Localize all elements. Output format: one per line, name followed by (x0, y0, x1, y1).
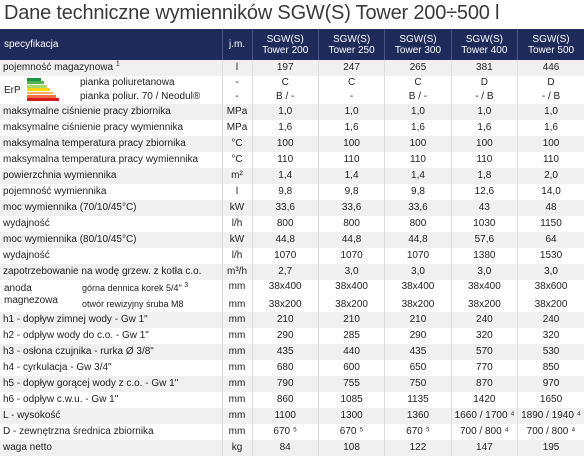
row-value: 381 (451, 60, 517, 76)
row-value: 970 (518, 376, 584, 392)
value-text: 38x200 (335, 299, 368, 310)
row-value: 850 (518, 360, 584, 376)
row-value: 680 (252, 360, 318, 376)
row-label (0, 392, 222, 408)
row-value: 147 (451, 440, 517, 456)
row-value: 800 (318, 216, 384, 232)
row-value: 9,8 (318, 184, 384, 200)
value-text: - (349, 91, 354, 102)
row-value: 100 (252, 136, 318, 152)
row-label (0, 424, 222, 440)
row-label (0, 360, 222, 376)
row-label-text: maksymalne ciśnienie pracy wymiennika (3, 122, 184, 133)
row-value: 84 (252, 440, 318, 456)
row-value: 3,0 (518, 264, 584, 280)
row-value (518, 280, 584, 312)
row-label-text: powierzchnia wymiennika (3, 170, 117, 181)
erp-label-cell (0, 76, 222, 104)
row-value: 1085 (318, 392, 384, 408)
table-row (0, 120, 584, 136)
row-label-text: zapotrzebowanie na wodę grzew. z kotła c.o. (3, 266, 202, 277)
row-value: 110 (318, 152, 384, 168)
row-value: 1530 (518, 248, 584, 264)
row-label-text: L - wysokość (3, 410, 61, 421)
row-value: 1070 (252, 248, 318, 264)
value-text: - / B (475, 91, 494, 102)
row-value: 110 (451, 152, 517, 168)
row-value: 100 (385, 136, 451, 152)
header-model: SGW(S) Tower 250 (318, 29, 384, 60)
table-row (0, 136, 584, 152)
row-label-text: D - zewnętrzna średnica zbiornika (3, 426, 154, 437)
row-unit-text: - (235, 91, 239, 102)
row-unit: MPa (222, 120, 252, 136)
page-title: Dane techniczne wymienników SGW(S) Tower 200÷500 l (4, 2, 500, 24)
row-unit: kg (222, 440, 252, 456)
header-spec: specyfikacja (0, 29, 222, 60)
row-value: 700 / 800 ⁴ (518, 424, 584, 440)
value-text: C (281, 77, 289, 88)
row-unit: mm (222, 424, 252, 440)
row-value: 14,0 (518, 184, 584, 200)
row-label-text: wydajność (3, 218, 50, 229)
table-row (0, 344, 584, 360)
erp-sub-label: pianka poliur. 70 / Neodul® (80, 91, 201, 102)
row-value: 1300 (318, 408, 384, 424)
row-value: 1,0 (385, 104, 451, 120)
row-unit-text: mm (228, 281, 246, 292)
value-text: 38x400 (467, 281, 501, 292)
row-value: 440 (318, 344, 384, 360)
row-label (0, 216, 222, 232)
row-unit: l/h (222, 248, 252, 264)
row-unit: m² (222, 168, 252, 184)
row-label-text: h5 - dopływ gorącej wody z c.o. - Gw 1" (3, 378, 179, 389)
energy-bar (27, 81, 44, 84)
row-label-text: pojemność wymiennika (3, 186, 107, 197)
energy-bar (27, 85, 47, 88)
row-value: 44,8 (252, 232, 318, 248)
table-row (0, 200, 584, 216)
row-value: 790 (252, 376, 318, 392)
row-value: 195 (518, 440, 584, 456)
row-value: 1420 (451, 392, 517, 408)
row-value: 860 (252, 392, 318, 408)
row-unit (222, 280, 252, 312)
value-text: 38x200 (534, 299, 568, 310)
row-value: 446 (518, 60, 584, 76)
header-model: SGW(S) Tower 300 (385, 29, 451, 60)
row-value: 290 (252, 328, 318, 344)
row-label (0, 264, 222, 280)
row-value: 670 ⁵ (252, 424, 318, 440)
row-value: 3,0 (451, 264, 517, 280)
row-unit: °C (222, 152, 252, 168)
row-value (318, 280, 384, 312)
row-unit-text: mm (228, 299, 246, 310)
row-value: 1,4 (385, 168, 451, 184)
row-label-text: h6 - odpływ c.w.u. - Gw 1" (3, 394, 119, 405)
row-value: 285 (318, 328, 384, 344)
row-unit: l (222, 60, 252, 76)
row-label-text: h2 - odpływ wody do c.o. - Gw 1" (3, 330, 149, 341)
row-value: 700 / 800 ⁴ (451, 424, 517, 440)
anode-label: anoda magnezowa (4, 283, 58, 306)
row-value: 110 (252, 152, 318, 168)
row-value: 2,7 (252, 264, 318, 280)
table-row (0, 312, 584, 328)
header-model: SGW(S) Tower 500 (518, 29, 584, 60)
row-value: 1070 (385, 248, 451, 264)
row-unit: mm (222, 376, 252, 392)
table-row (0, 152, 584, 168)
row-value: 210 (318, 312, 384, 328)
row-value: 1,0 (252, 104, 318, 120)
row-unit: m³/h (222, 264, 252, 280)
value-text: 38x600 (534, 281, 568, 292)
footnote-marker: 1 (115, 60, 120, 68)
value-text: D (547, 77, 555, 88)
table-header-row (0, 29, 584, 60)
value-text: B / - (276, 91, 295, 102)
row-label (0, 120, 222, 136)
row-value: 1,0 (518, 104, 584, 120)
value-text: 38x400 (268, 281, 302, 292)
row-value: 435 (385, 344, 451, 360)
row-value: 1030 (451, 216, 517, 232)
row-label (0, 328, 222, 344)
row-unit (222, 76, 252, 104)
row-unit: l/h (222, 216, 252, 232)
row-unit: kW (222, 200, 252, 216)
row-label-text: maksymalne ciśnienie pracy zbiornika (3, 106, 171, 117)
row-unit-text: - (235, 77, 239, 88)
row-value: 33,6 (385, 200, 451, 216)
row-value: 110 (385, 152, 451, 168)
row-value: 108 (318, 440, 384, 456)
row-value (318, 76, 384, 104)
value-text: - / B (541, 91, 561, 102)
row-unit: kW (222, 232, 252, 248)
row-unit: MPa (222, 104, 252, 120)
row-unit: l (222, 184, 252, 200)
row-unit: mm (222, 360, 252, 376)
row-unit: °C (222, 136, 252, 152)
row-value: 800 (252, 216, 318, 232)
row-value: 1,0 (318, 104, 384, 120)
row-value: 100 (318, 136, 384, 152)
value-text: 38x200 (467, 299, 501, 310)
table-row (0, 264, 584, 280)
row-value (385, 76, 451, 104)
row-value: 1135 (385, 392, 451, 408)
anode-row (0, 280, 584, 312)
erp-row (0, 76, 584, 104)
row-value: 1,4 (252, 168, 318, 184)
energy-bar (27, 78, 41, 81)
row-value: 9,8 (385, 184, 451, 200)
row-value: 43 (451, 200, 517, 216)
row-label-text: maksymalna temperatura pracy zbiornika (3, 138, 186, 149)
anode-label-cell (0, 280, 222, 312)
row-value: 9,8 (252, 184, 318, 200)
row-value: 1380 (451, 248, 517, 264)
row-value: 1,6 (252, 120, 318, 136)
value-text: C (347, 77, 356, 88)
value-text: 38x200 (268, 299, 302, 310)
row-value: 1360 (385, 408, 451, 424)
row-value: 1,0 (451, 104, 517, 120)
row-value: 1150 (518, 216, 584, 232)
table-row (0, 168, 584, 184)
row-value: 44,8 (385, 232, 451, 248)
energy-label-icon (27, 78, 59, 102)
table-row (0, 248, 584, 264)
row-value: 1,6 (518, 120, 584, 136)
row-value: 290 (385, 328, 451, 344)
value-text: C (414, 77, 422, 88)
header-model: SGW(S) Tower 400 (451, 29, 517, 60)
row-value: 530 (518, 344, 584, 360)
table-row (0, 104, 584, 120)
row-label-text: pojemność magazynowa (3, 62, 114, 73)
row-value: 265 (385, 60, 451, 76)
erp-sub-label: pianka poliuretanowa (80, 77, 175, 88)
row-label-text: h1 - dopływ zimnej wody - Gw 1" (3, 314, 148, 325)
row-value: 770 (451, 360, 517, 376)
row-value (451, 280, 517, 312)
value-text: 38x400 (401, 281, 435, 292)
row-value: 240 (451, 312, 517, 328)
row-value (518, 76, 584, 104)
energy-bar (27, 98, 59, 101)
row-value: 1,6 (451, 120, 517, 136)
row-value: 670 ⁵ (318, 424, 384, 440)
row-value: 670 ⁵ (385, 424, 451, 440)
table-row (0, 392, 584, 408)
row-value: 44,8 (318, 232, 384, 248)
row-label-text: wydajność (3, 250, 50, 261)
row-label (0, 168, 222, 184)
row-value: 100 (518, 136, 584, 152)
row-value: 320 (518, 328, 584, 344)
row-value: 12,6 (451, 184, 517, 200)
row-label (0, 248, 222, 264)
row-label (0, 136, 222, 152)
row-label (0, 344, 222, 360)
row-value: 755 (318, 376, 384, 392)
row-label-text: moc wymiennika (70/10/45°C) (3, 202, 137, 213)
row-value (385, 280, 451, 312)
row-value: 435 (252, 344, 318, 360)
row-unit: mm (222, 392, 252, 408)
row-value (252, 76, 318, 104)
row-label (0, 184, 222, 200)
row-value: 100 (451, 136, 517, 152)
row-value: 33,6 (252, 200, 318, 216)
anode-sub-label: górna dennica korek 5/4" $^3$ (82, 282, 189, 293)
erp-label: ErP (4, 85, 21, 96)
row-value: 650 (385, 360, 451, 376)
table-row (0, 232, 584, 248)
row-label (0, 104, 222, 120)
row-label-text: waga netto (3, 442, 52, 453)
row-value: 750 (385, 376, 451, 392)
row-label (0, 200, 222, 216)
table-row (0, 424, 584, 440)
row-value (451, 76, 517, 104)
energy-bar (27, 92, 53, 95)
row-value: 870 (451, 376, 517, 392)
energy-bar (27, 88, 50, 91)
table-row (0, 216, 584, 232)
row-value: 3,0 (385, 264, 451, 280)
row-value: 210 (385, 312, 451, 328)
row-value: 570 (451, 344, 517, 360)
row-value: 320 (451, 328, 517, 344)
row-unit: mm (222, 344, 252, 360)
row-value: 1660 / 1700 ⁴ (451, 408, 517, 424)
row-unit: mm (222, 312, 252, 328)
row-value: 1650 (518, 392, 584, 408)
row-label (0, 232, 222, 248)
row-value: 48 (518, 200, 584, 216)
row-label (0, 440, 222, 456)
row-value: 2,0 (518, 168, 584, 184)
row-value: 64 (518, 232, 584, 248)
energy-bar (27, 95, 56, 98)
row-value: 1100 (252, 408, 318, 424)
header-model: SGW(S) Tower 200 (252, 29, 318, 60)
row-value: 247 (318, 60, 384, 76)
value-text: B / - (408, 91, 428, 102)
row-value: 1,4 (318, 168, 384, 184)
row-value: 1,6 (318, 120, 384, 136)
table-row (0, 184, 584, 200)
row-value: 240 (518, 312, 584, 328)
table-row (0, 60, 584, 76)
table-row (0, 328, 584, 344)
row-value: 110 (518, 152, 584, 168)
row-label (0, 376, 222, 392)
row-value: 1,6 (385, 120, 451, 136)
row-value: 600 (318, 360, 384, 376)
row-value: 122 (385, 440, 451, 456)
row-value: 800 (385, 216, 451, 232)
row-label (0, 60, 222, 76)
row-value (252, 280, 318, 312)
spec-table (0, 29, 584, 456)
anode-sub-label: otwór rewizyjny śruba M8 (82, 299, 184, 309)
row-label (0, 152, 222, 168)
row-value: 3,0 (318, 264, 384, 280)
row-label-text: maksymalna temperatura pracy wymiennika (3, 154, 199, 165)
row-value: 57,6 (451, 232, 517, 248)
row-value: 1070 (318, 248, 384, 264)
row-value: 1,8 (451, 168, 517, 184)
table-row (0, 376, 584, 392)
row-label-text: moc wymiennika (80/10/45°C) (3, 234, 137, 245)
value-text: 38x200 (401, 299, 435, 310)
row-label-text: h4 - cyrkulacja - Gw 3/4" (3, 362, 112, 373)
row-value: 197 (252, 60, 318, 76)
table-row (0, 360, 584, 376)
value-text: D (480, 77, 488, 88)
row-value: 33,6 (318, 200, 384, 216)
row-label-text: h3 - osłona czujnika - rurka Ø 3/8" (3, 346, 154, 357)
row-value: 1890 / 1940 ⁴ (518, 408, 584, 424)
row-label (0, 312, 222, 328)
row-unit: mm (222, 408, 252, 424)
row-value: 210 (252, 312, 318, 328)
table-row (0, 440, 584, 456)
value-text: 38x400 (335, 281, 368, 292)
row-unit: mm (222, 328, 252, 344)
header-unit: j.m. (222, 29, 252, 60)
